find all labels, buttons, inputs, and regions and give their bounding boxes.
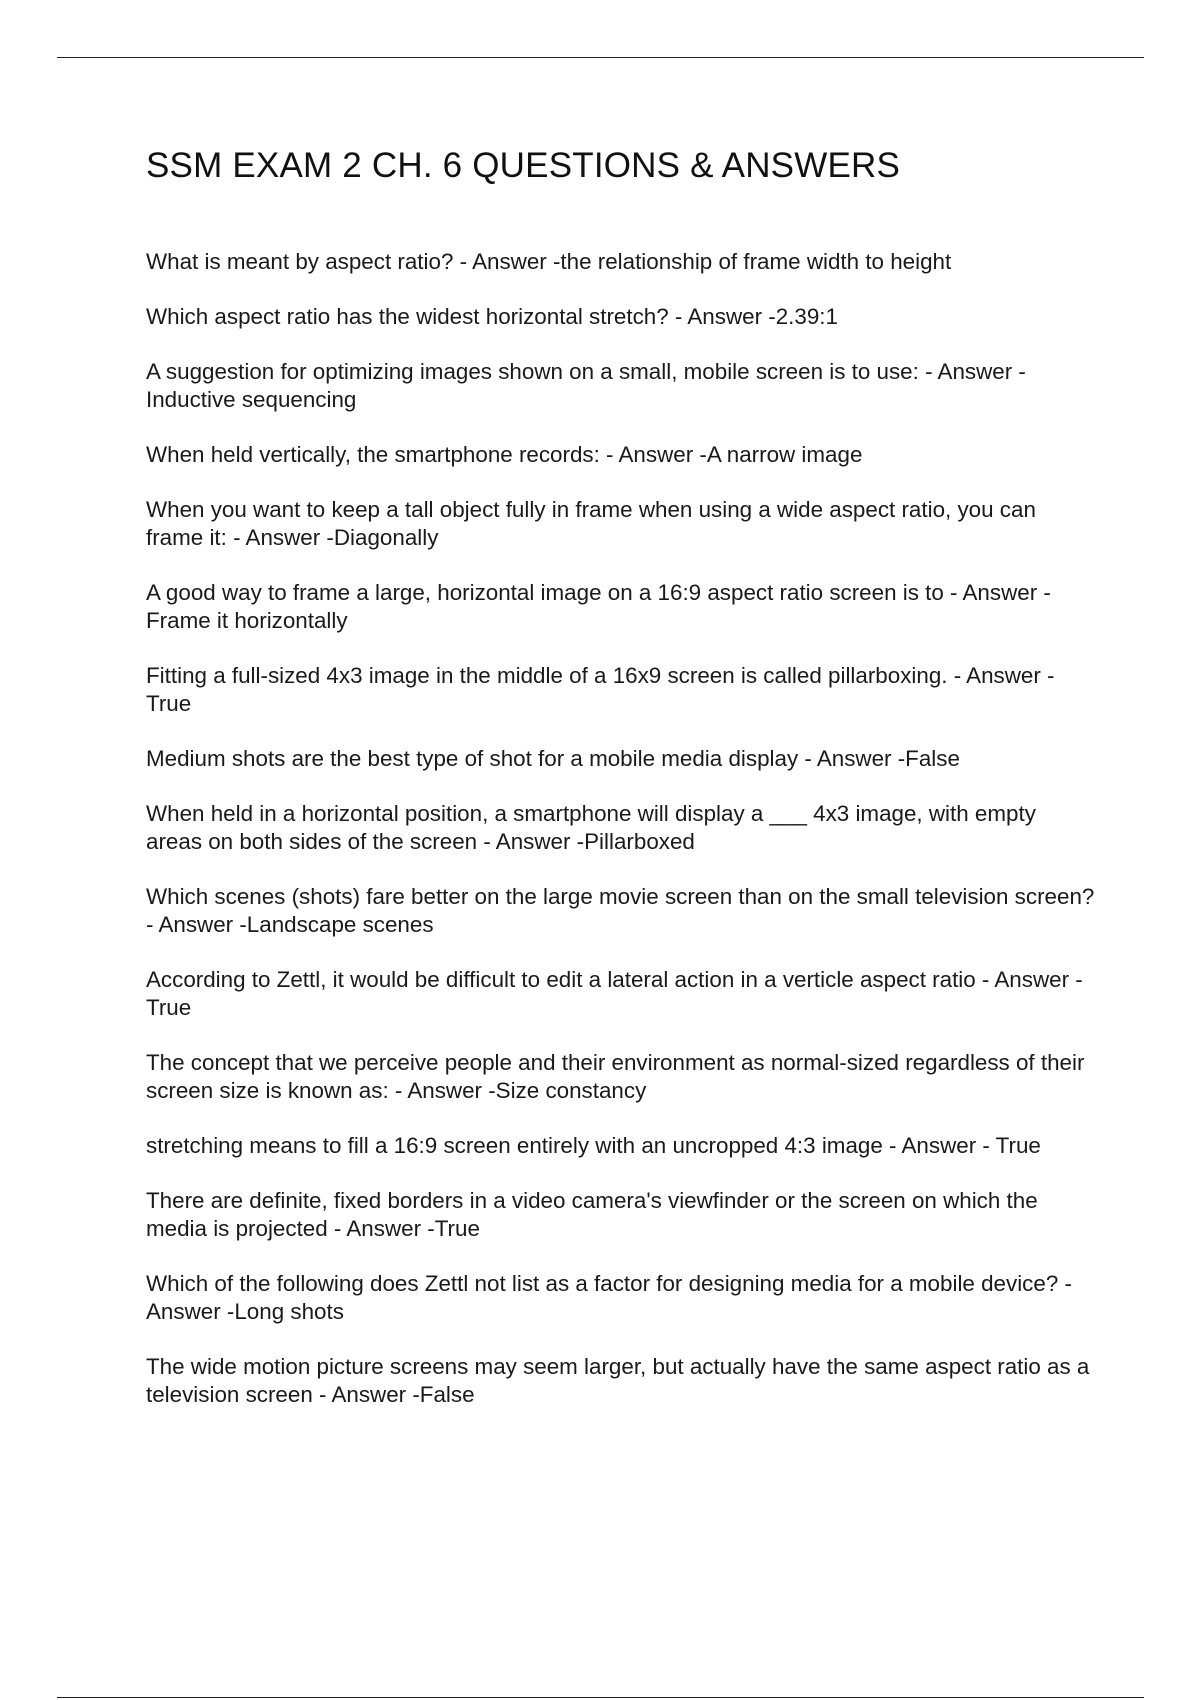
question-text: Which scenes (shots) fare better on the large movie screen than on the small television screen? - — [146, 884, 1095, 937]
qa-item — [146, 883, 1096, 939]
question-text: A suggestion for optimizing images shown on a small, mobile screen is to use: - — [146, 359, 938, 384]
qa-item — [146, 966, 1096, 1022]
qa-item — [146, 496, 1096, 552]
qa-item — [146, 1353, 1096, 1409]
top-rule — [57, 57, 1144, 58]
question-text: stretching means to fill a 16:9 screen entirely with an uncropped 4:3 image - — [146, 1133, 902, 1158]
question-text: When you want to keep a tall object fully in frame when using a wide aspect ratio, you can frame it: - — [146, 497, 1036, 550]
answer-text: Answer - True — [901, 1133, 1041, 1158]
question-text: Which of the following does Zettl not list as a factor for designing media for a mobile device? - — [146, 1271, 1072, 1296]
answer-text: Answer -True — [146, 967, 1083, 1020]
answer-text: Answer -Long shots — [146, 1299, 344, 1324]
qa-item — [146, 441, 1096, 469]
answer-text: Answer -2.39:1 — [687, 304, 838, 329]
qa-item — [146, 303, 1096, 331]
question-text: Which aspect ratio has the widest horizontal stretch? - — [146, 304, 688, 329]
question-text: The concept that we perceive people and their environment as normal-sized regardless of their screen size is known as: - — [146, 1050, 1085, 1103]
qa-item — [146, 1187, 1096, 1243]
answer-text: Answer -Diagonally — [245, 525, 439, 550]
answer-text: Answer -the relationship of frame width to height — [472, 249, 952, 274]
answer-text: Answer -Landscape scenes — [158, 912, 434, 937]
answer-text: Answer -True — [146, 663, 1055, 716]
answer-text: Answer -A narrow image — [618, 442, 863, 467]
question-text: There are definite, fixed borders in a video camera's viewfinder or the screen on which the media is projected - — [146, 1188, 1038, 1241]
answer-text: Answer -Inductive sequencing — [146, 359, 1026, 412]
qa-item — [146, 1270, 1096, 1326]
qa-item — [146, 579, 1096, 635]
qa-list — [146, 248, 1096, 1409]
document-body — [146, 140, 1096, 1436]
question-text: When held in a horizontal position, a smartphone will display a ___ 4x3 image, with empty areas on both sides of the screen - — [146, 801, 1036, 854]
qa-item — [146, 248, 1096, 276]
question-text: According to Zettl, it would be difficult to edit a lateral action in a verticle aspect ratio - — [146, 967, 995, 992]
qa-item — [146, 745, 1096, 773]
answer-text: Answer -Size constancy — [407, 1078, 647, 1103]
qa-item — [146, 662, 1096, 718]
question-text: Fitting a full-sized 4x3 image in the middle of a 16x9 screen is called pillarboxing. - — [146, 663, 967, 688]
qa-item — [146, 800, 1096, 856]
document-title: SSM EXAM 2 CH. 6 QUESTIONS & ANSWERS — [146, 146, 901, 185]
qa-item — [146, 1049, 1096, 1105]
qa-item — [146, 358, 1096, 414]
question-text: When held vertically, the smartphone records: - — [146, 442, 619, 467]
answer-text: Answer -False — [816, 746, 960, 771]
qa-item — [146, 1132, 1096, 1160]
question-text: A good way to frame a large, horizontal image on a 16:9 aspect ratio screen is to - — [146, 580, 963, 605]
answer-text: Answer -Pillarboxed — [495, 829, 695, 854]
question-text: Medium shots are the best type of shot for a mobile media display - — [146, 746, 817, 771]
answer-text: Answer -True — [346, 1216, 480, 1241]
answer-text: Answer -Frame it horizontally — [146, 580, 1051, 633]
question-text: The wide motion picture screens may seem larger, but actually have the same aspect ratio as a television screen - — [146, 1354, 1090, 1407]
answer-text: Answer -False — [331, 1382, 475, 1407]
bottom-rule — [57, 1697, 1144, 1698]
question-text: What is meant by aspect ratio? - — [146, 249, 473, 274]
